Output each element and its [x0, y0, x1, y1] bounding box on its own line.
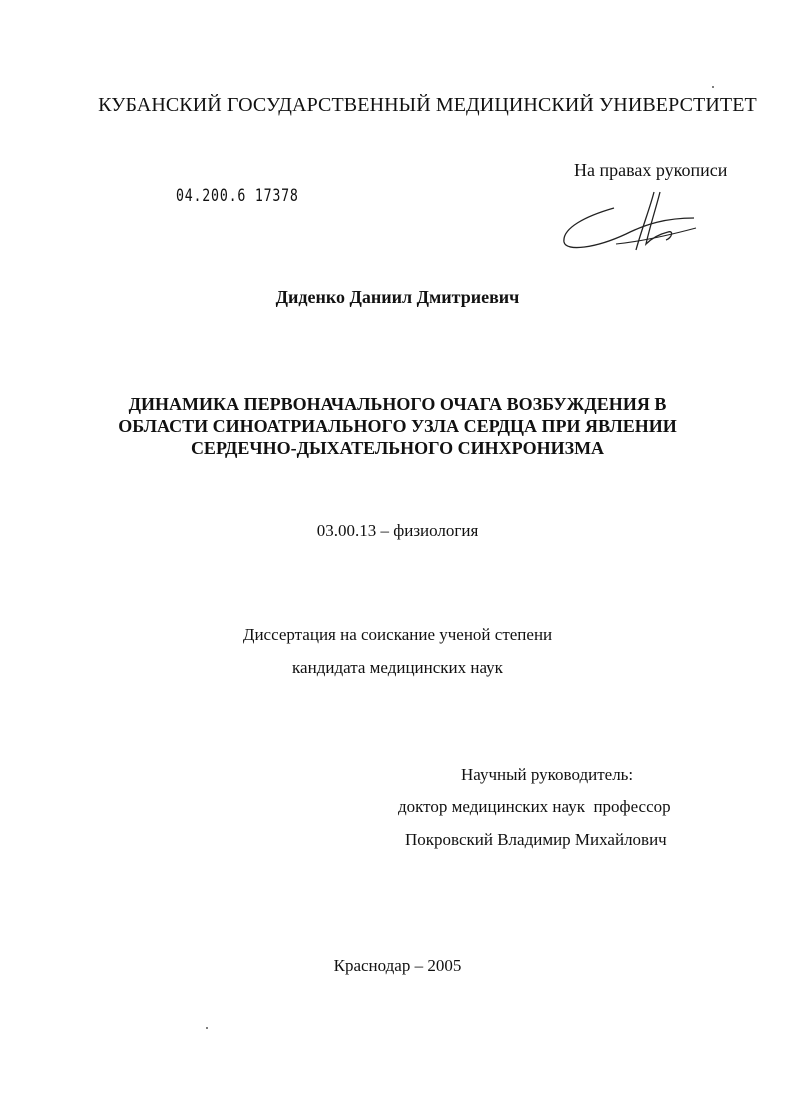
supervisor-rank: доктор медицинских наук профессор: [398, 797, 671, 816]
manuscript-rights-note: На правах рукописи: [574, 160, 728, 180]
scan-speck: [206, 1027, 208, 1029]
university-name: КУБАНСКИЙ ГОСУДАРСТВЕННЫЙ МЕДИЦИНСКИЙ УНИВЕРСТИТЕТ: [98, 94, 757, 116]
dissertation-title: [0, 393, 795, 459]
handwritten-signature: [556, 188, 706, 268]
degree-line-1: Диссертация на соискание ученой степени: [242, 625, 553, 644]
author-name: Диденко Даниил Дмитриевич: [275, 287, 520, 307]
specialty-code: 03.00.13 – физиология: [316, 521, 479, 540]
title-line: ОБЛАСТИ СИНОАТРИАЛЬНОГО УЗЛА СЕРДЦА ПРИ ЯВЛЕНИИ: [118, 416, 677, 436]
library-stamp-number: 04.200.6 17378: [176, 186, 299, 206]
title-line: СЕРДЕЧНО-ДЫХАТЕЛЬНОГО СИНХРОНИЗМА: [190, 438, 605, 458]
supervisor-label: Научный руководитель:: [461, 765, 634, 784]
title-line: ДИНАМИКА ПЕРВОНАЧАЛЬНОГО ОЧАГА ВОЗБУЖДЕНИЯ В: [128, 394, 667, 414]
supervisor-name: Покровский Владимир Михайлович: [405, 830, 667, 849]
city-year: Краснодар – 2005: [333, 956, 462, 975]
degree-line-2: кандидата медицинских наук: [292, 658, 503, 677]
scan-speck: [712, 86, 714, 88]
